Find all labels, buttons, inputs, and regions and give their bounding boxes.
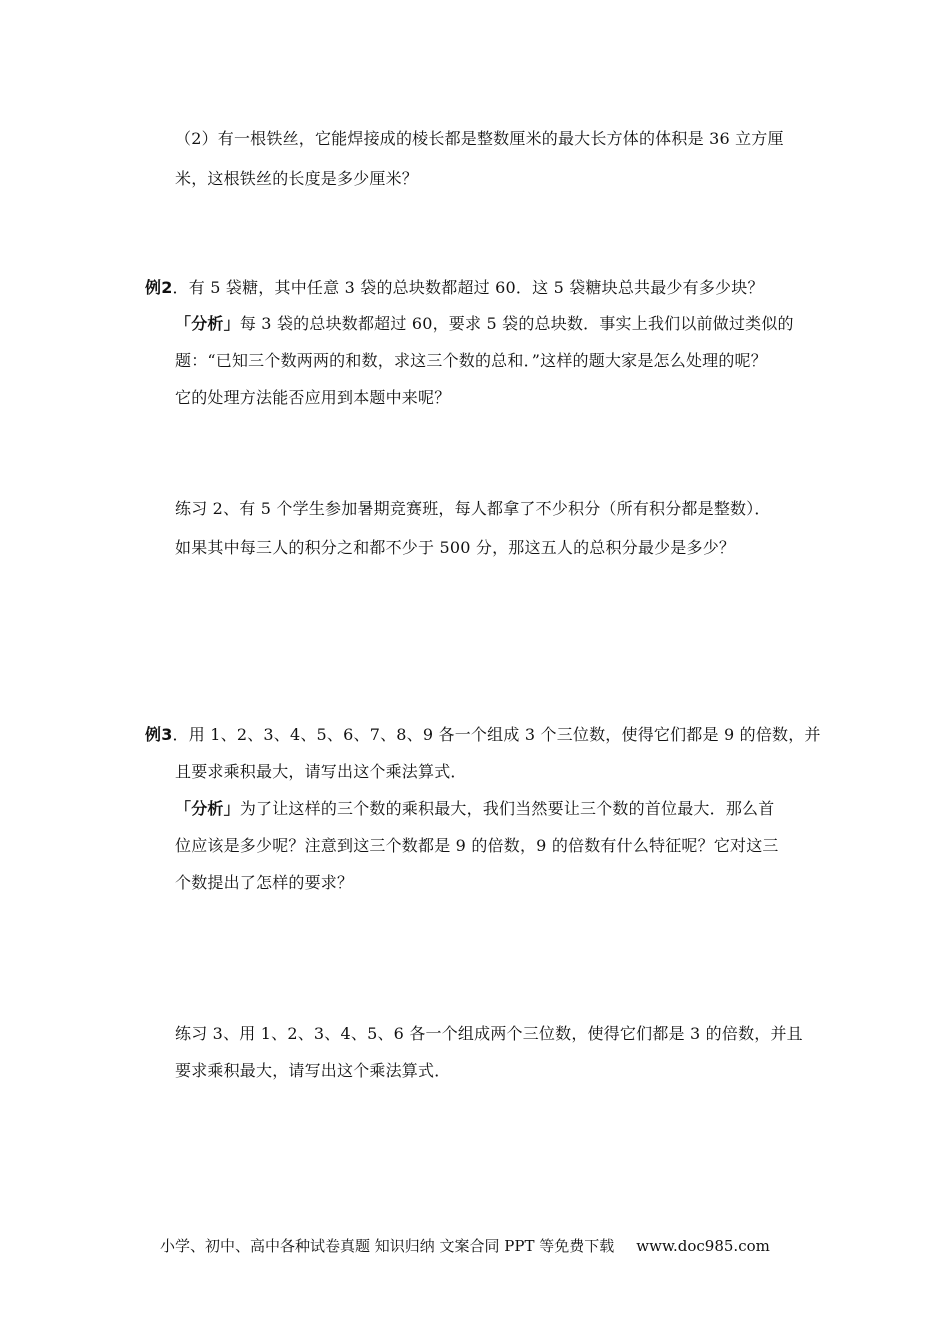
example-2-text: ．有 5 袋糖，其中任意 3 袋的总块数都超过 60．这 5 袋糖块总共最少有多少块？ xyxy=(172,278,764,297)
example-3-analysis-line-1 xyxy=(175,799,774,819)
analysis-text: 为了让这样的三个数的乘积最大，我们当然要让三个数的首位最大．那么首 xyxy=(239,799,775,818)
footer-site: www.doc985.com xyxy=(636,1237,770,1255)
example-3-analysis-line-2: 位应该是多少呢？注意到这三个数都是 9 的倍数，9 的倍数有什么特征呢？它对这三 xyxy=(175,836,779,855)
exercise-2-line-2: 如果其中每三人的积分之和都不少于 500 分，那这五人的总积分最少是多少？ xyxy=(175,538,736,557)
footer-text: 小学、初中、高中各种试卷真题 知识归纳 文案合同 PPT 等免费下载 xyxy=(160,1237,615,1255)
exercise-3-line-1: 练习 3、用 1、2、3、4、5、6 各一个组成两个三位数，使得它们都是 3 的倍数，并且 xyxy=(175,1024,803,1043)
example-2-analysis-line-1 xyxy=(175,314,794,334)
exercise-2-line-1: 练习 2、有 5 个学生参加暑期竞赛班，每人都拿了不少积分（所有积分都是整数）． xyxy=(175,499,771,518)
example-3-analysis-line-3: 个数提出了怎样的要求？ xyxy=(175,873,354,892)
page-footer xyxy=(160,1236,770,1256)
exercise-3-line-2: 要求乘积最大，请写出这个乘法算式． xyxy=(175,1061,451,1080)
example-2-analysis-line-3: 它的处理方法能否应用到本题中来呢？ xyxy=(175,388,451,407)
example-2-analysis-line-2: 题：“已知三个数两两的和数，求这三个数的总和．”这样的题大家是怎么处理的呢？ xyxy=(175,351,767,370)
example-2-label: 例2 xyxy=(145,278,173,297)
analysis-label: 「分析」 xyxy=(175,314,240,333)
analysis-label: 「分析」 xyxy=(175,799,240,818)
example-3-line-2: 且要求乘积最大，请写出这个乘法算式． xyxy=(175,762,467,781)
analysis-text: 每 3 袋的总块数都超过 60，要求 5 袋的总块数．事实上我们以前做过类似的 xyxy=(239,314,794,333)
example-3-text: ．用 1、2、3、4、5、6、7、8、9 各一个组成 3 个三位数，使得它们都是 9 的倍数，并 xyxy=(172,725,821,744)
problem-2-line-2: 米，这根铁丝的长度是多少厘米？ xyxy=(175,169,419,188)
example-3-statement xyxy=(145,725,821,745)
example-3-label: 例3 xyxy=(145,725,173,744)
example-2-statement xyxy=(145,278,764,298)
problem-2-line-1: （2）有一根铁丝，它能焊接成的棱长都是整数厘米的最大长方体的体积是 36 立方厘 xyxy=(175,129,784,148)
